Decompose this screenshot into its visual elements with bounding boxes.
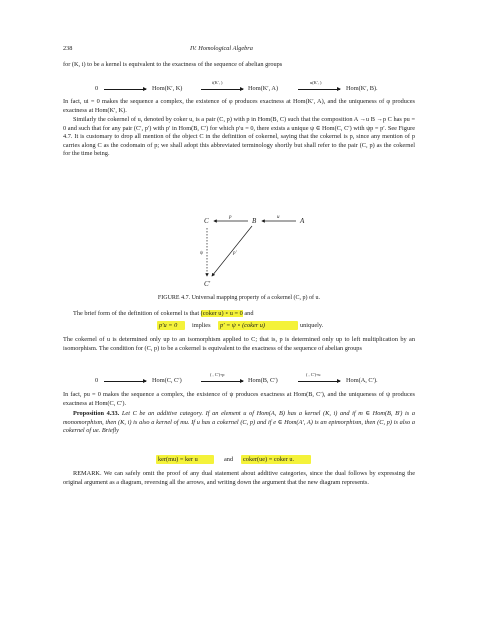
display-coker-ue: coker(ue) = coker u. bbox=[243, 456, 295, 463]
seq1-term-2: Hom(K′, A) bbox=[248, 85, 279, 92]
seq2-zero: 0 bbox=[95, 377, 99, 384]
display-uniquely: uniquely. bbox=[300, 322, 324, 329]
running-title: IV. Homological Algebra bbox=[190, 45, 253, 52]
diagram-label-u: u bbox=[277, 215, 280, 220]
paragraph-brief-form bbox=[63, 310, 415, 319]
seq2-arrow-0 bbox=[104, 381, 146, 382]
paragraph-cokernel-definition: Similarly the cokernel of u, denoted by coker u, is a pair (C, p) with p in Hom(B, C) such that the composition A →u B →p C has pu = 0 and such that for any pair (C′, p′) with p′ in Hom(B, C′) for which p′u = 0, there exists a unique ψ ∈ Hom(C, C′) with ψp = p′. See Figure 4.7. It is customary to drop all mention of the object C in the definition of cokernel, saying that the cokernel is p, since any mention of p carries along C as the codomain of p; we shall adopt this abbreviated terminology shortly but shall refer to the pair (C, p) as the cokernel for the time being. bbox=[63, 116, 415, 158]
seq2-arrow-1 bbox=[201, 381, 243, 382]
proposition-text: Let C be an additive category. If an element u of Hom(A, B) has a kernel (K, i) and if m ∈ Hom(B, B′) is a monomorphism, then (K, i) is also a kernel of mu. If u has a cokernel (C, p) and if e ∈ Hom(A′, A) is an epimorphism, then (C, p) is also a cokernel of ue. Briefly bbox=[63, 410, 415, 435]
diagram-label-pprime: p′ bbox=[233, 251, 237, 256]
seq1-zero: 0 bbox=[95, 85, 99, 92]
remark bbox=[63, 470, 415, 487]
seq2-term-3: Hom(A, C′). bbox=[346, 377, 378, 384]
diagram-arrow-pprime bbox=[212, 226, 252, 276]
display-ker-mu: ker(mu) = ker u bbox=[158, 456, 198, 463]
proposition-label: Proposition 4.33. bbox=[73, 410, 120, 417]
seq1-map-1: i(K′, ) bbox=[212, 80, 223, 85]
highlight-coker-composition: (coker u) ∘ u = 0 bbox=[200, 310, 243, 317]
seq2-map-2: ( , C′)∘u bbox=[306, 372, 321, 377]
display-pprime-equals: p′ = ψ ∘ (coker u) bbox=[220, 322, 265, 329]
display-and: and bbox=[224, 456, 234, 463]
figure-caption: FIGURE 4.7. Universal mapping property of a cokernel (C, p) of u. bbox=[157, 295, 321, 301]
diagram-node-B: B bbox=[252, 217, 257, 225]
cokernel-diagram bbox=[200, 212, 320, 290]
seq1-arrow-2 bbox=[298, 89, 340, 90]
seq2-arrow-2 bbox=[298, 381, 340, 382]
brief-form-end: and bbox=[244, 310, 254, 317]
diagram-label-psi: ψ bbox=[200, 251, 204, 256]
display-implies: implies bbox=[192, 322, 211, 329]
diagram-node-Cprime: C′ bbox=[204, 280, 211, 288]
seq2-term-1: Hom(C, C′) bbox=[152, 377, 182, 384]
seq1-arrow-1 bbox=[201, 89, 243, 90]
remark-text: We can safely omit the proof of any dual statement about additive categories, since the dual follows by expressing the original argument as a diagram, reversing all the arrows, and writing down the argument that the new diagram represents. bbox=[63, 470, 415, 486]
display-pprime-u: p′u = 0 bbox=[159, 322, 178, 329]
proposition-4-33 bbox=[63, 410, 415, 436]
seq2-term-2: Hom(B, C′) bbox=[248, 377, 278, 384]
brief-form-lead: The brief form of the definition of cokernel is that bbox=[73, 310, 200, 317]
remark-label: REMARK. bbox=[73, 470, 102, 477]
seq1-map-2: u(K′, ) bbox=[310, 80, 322, 85]
seq2-map-1: ( , C′)∘p bbox=[210, 372, 225, 377]
paragraph-kernel-proof: In fact, ui = 0 makes the sequence a complex, the existence of φ produces exactness at Hom(K′, A), and the uniqueness of φ produces exactness at Hom(K′, K). bbox=[63, 98, 415, 114]
diagram-node-A: A bbox=[300, 217, 305, 225]
seq1-arrow-0 bbox=[104, 89, 146, 90]
seq1-term-3: Hom(K′, B). bbox=[346, 85, 378, 92]
paragraph-cokernel-uniqueness: The cokernel of u is determined only up to an isomorphism applied to C; that is, p is determined only up to left multiplication by an isomorphism. The condition for (C, p) to be a cokernel is equivalent to the exactness of the sequence of abelian groups bbox=[63, 336, 415, 352]
paragraph-cokernel-proof: In fact, pu = 0 makes the sequence a complex, the existence of ψ produces exactness at Hom(B, C′), and the uniqueness of ψ produces exactness at Hom(C, C′). bbox=[63, 391, 415, 407]
page-number: 238 bbox=[63, 45, 73, 52]
diagram-node-C: C bbox=[204, 217, 209, 225]
diagram-label-p: p bbox=[229, 215, 232, 220]
paragraph-kernel-exactness: for (K, i) to be a kernel is equivalent to the exactness of the sequence of abelian groups bbox=[63, 61, 283, 68]
seq1-term-1: Hom(K′, K) bbox=[152, 85, 183, 92]
